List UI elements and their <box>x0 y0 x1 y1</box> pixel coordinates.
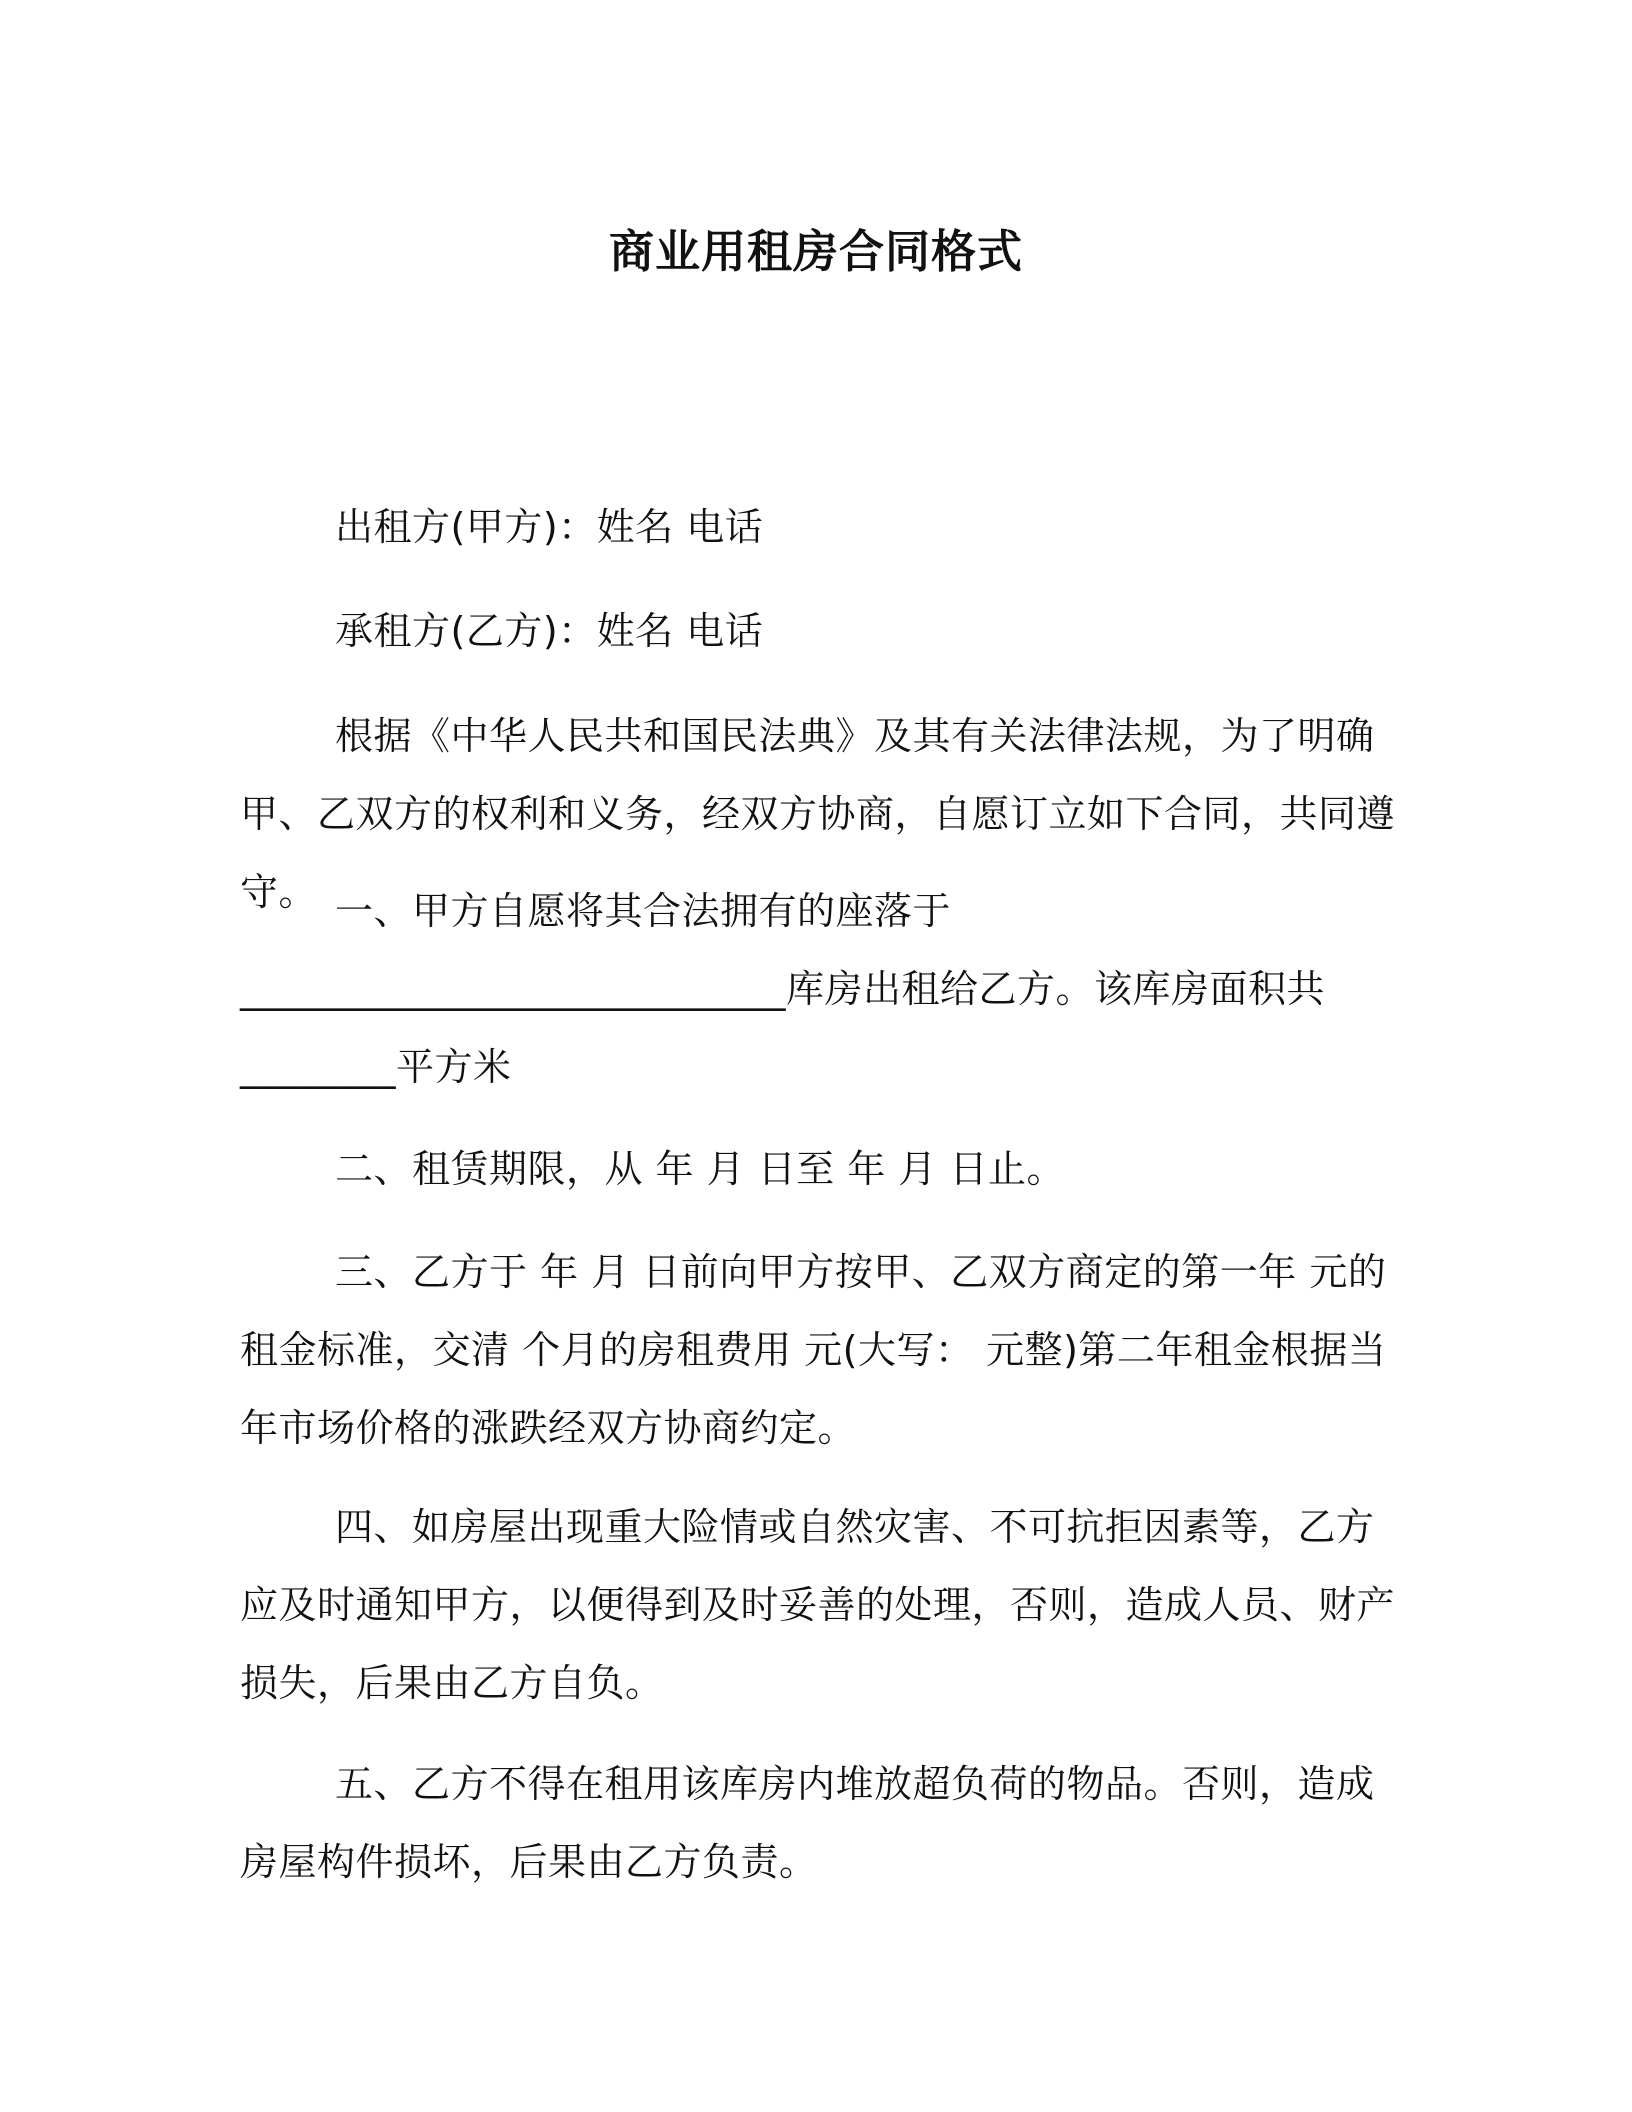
clause-1-line-2: ____________________________库房出租给乙方。该库房面积共 <box>240 967 1326 1011</box>
clause-4-paragraph: 四、如房屋出现重大险情或自然灾害、不可抗拒因素等，乙方应及时通知甲方，以便得到及时妥善的处理，否则，造成人员、财产损失，后果由乙方自负。 <box>240 1505 1396 1705</box>
clause-1-line-3: ________平方米 <box>240 1045 512 1089</box>
document-title: 商业用租房合同格式 <box>608 225 1023 278</box>
preamble-paragraph: 根据《中华人民共和国民法典》及其有关法律法规，为了明确甲、乙双方的权利和义务，经双方协商，自愿订立如下合同，共同遵守。 <box>240 714 1396 914</box>
clause-3-paragraph: 三、乙方于 年 月 日前向甲方按甲、乙双方商定的第一年 元的租金标准，交清 个月的房租费用 元(大写： 元整)第二年租金根据当年市场价格的涨跌经双方协商约定。 <box>240 1250 1387 1450</box>
lessor-line: 出租方(甲方)：姓名 电话 <box>335 505 764 549</box>
clause-2-paragraph: 二、租赁期限，从 年 月 日至 年 月 日止。 <box>335 1147 1065 1191</box>
clause-1-line-1: 一、甲方自愿将其合法拥有的座落于 <box>335 889 952 933</box>
lessee-line: 承租方(乙方)：姓名 电话 <box>335 609 764 653</box>
clause-5-paragraph: 五、乙方不得在租用该库房内堆放超负荷的物品。否则，造成房屋构件损坏，后果由乙方负责。 <box>240 1762 1375 1884</box>
